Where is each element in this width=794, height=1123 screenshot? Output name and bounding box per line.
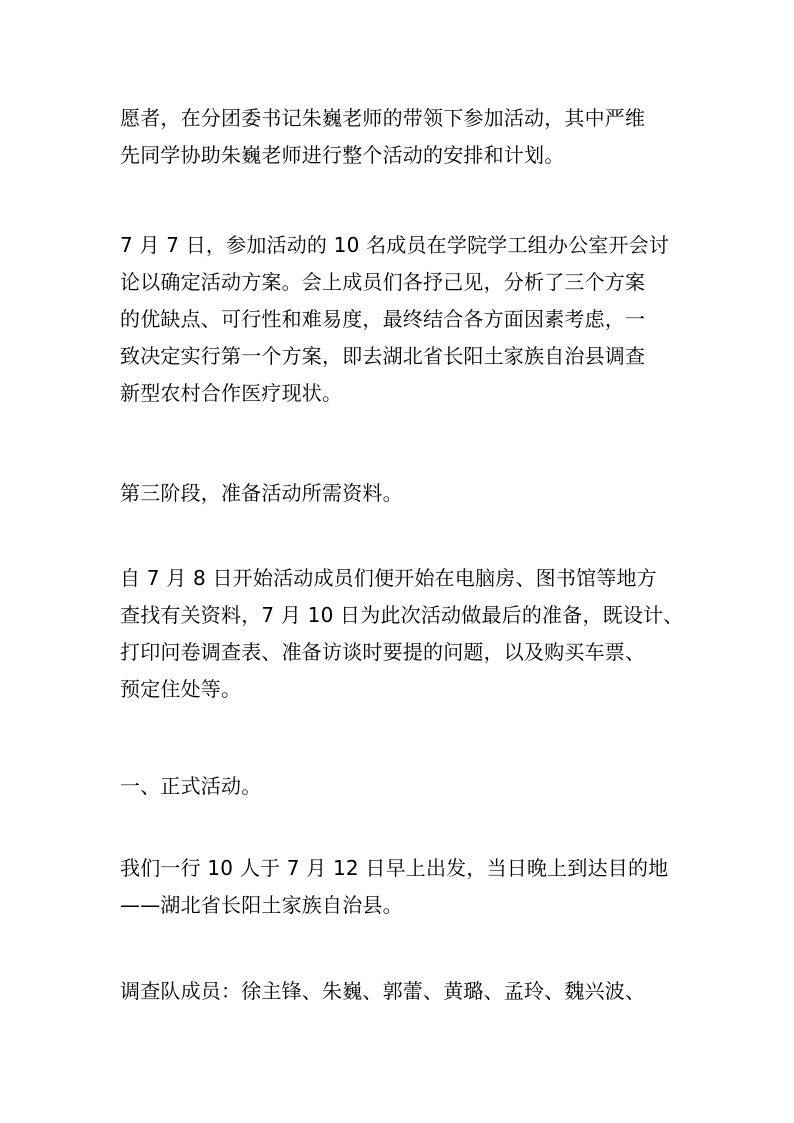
paragraph-departure [120, 850, 690, 924]
text-line: 7 月 7 日，参加活动的 10 名成员在学院学工组办公室开会讨 [120, 233, 670, 257]
text-line: 自 7 月 8 日开始活动成员们便开始在电脑房、图书馆等地方 [120, 566, 657, 590]
paragraph-team-members [120, 973, 690, 1010]
text-line: 预定住处等。 [120, 677, 242, 701]
text-line: 一、正式活动。 [120, 774, 262, 798]
section-heading-stage-three [120, 475, 690, 512]
paragraph-meeting [120, 227, 690, 412]
text-line: 调查队成员：徐主锋、朱巍、郭蕾、黄璐、孟玲、魏兴波、 [120, 979, 646, 1003]
text-line: 的优缺点、可行性和难易度，最终结合各方面因素考虑，一 [120, 307, 646, 331]
text-line: 我们一行 10 人于 7 月 12 日早上出发，当日晚上到达目的地 [120, 856, 669, 880]
text-line: 论以确定活动方案。会上成员们各抒己见，分析了三个方案 [120, 270, 646, 294]
paragraph-preparation [120, 560, 690, 708]
text-line: 愿者，在分团委书记朱巍老师的带领下参加活动，其中严维 [120, 106, 646, 130]
paragraph-volunteers [120, 100, 690, 174]
section-heading-formal-activity [120, 768, 690, 805]
text-line: 第三阶段，准备活动所需资料。 [120, 481, 403, 505]
text-line: ——湖北省长阳土家族自治县。 [120, 893, 403, 917]
text-line: 先同学协助朱巍老师进行整个活动的安排和计划。 [120, 143, 565, 167]
text-line: 查找有关资料，7 月 10 日为此次活动做最后的准备，既设计、 [120, 603, 684, 627]
text-line: 新型农村合作医疗现状。 [120, 381, 343, 405]
text-line: 打印问卷调查表、准备访谈时要提的问题，以及购买车票、 [120, 640, 646, 664]
text-line: 致决定实行第一个方案，即去湖北省长阳土家族自治县调查 [120, 344, 646, 368]
